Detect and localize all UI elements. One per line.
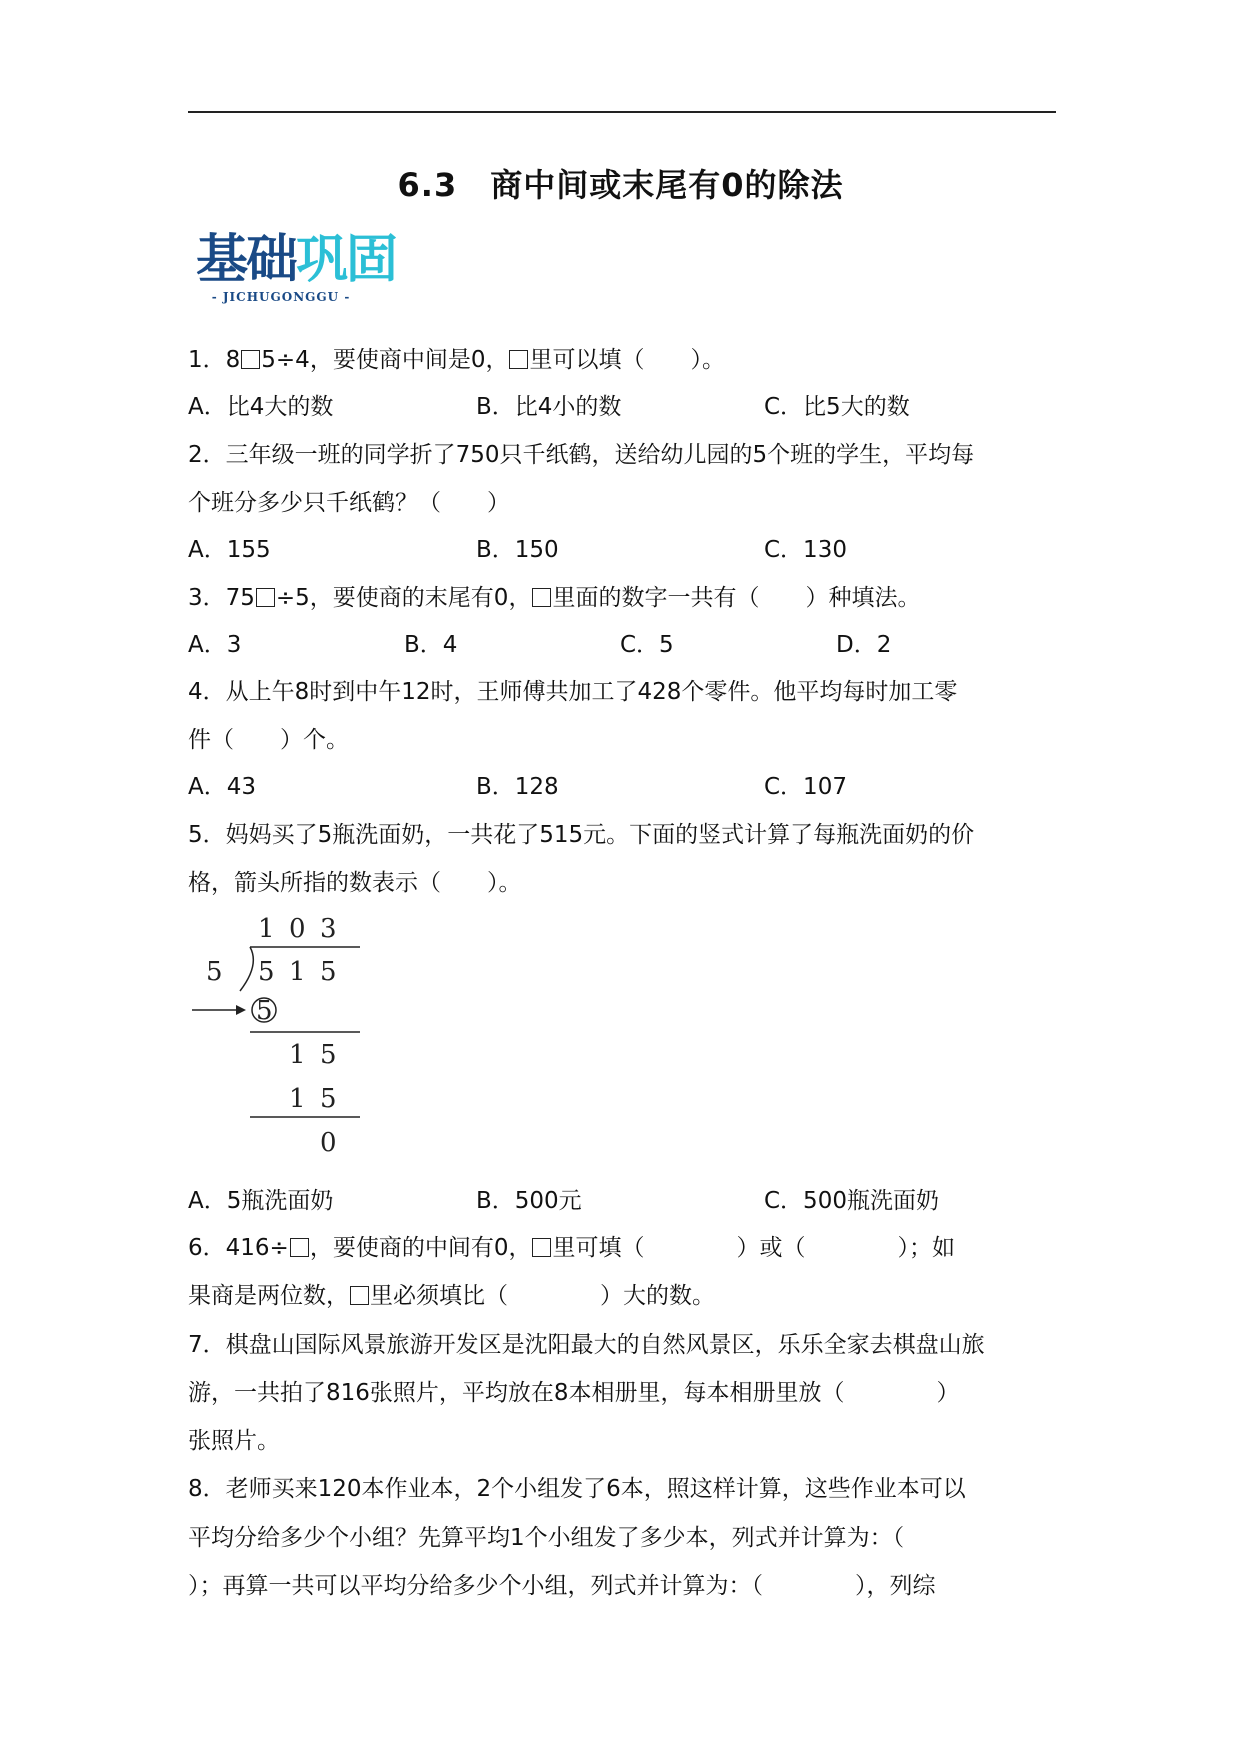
q7-stem-line2: 游，一共拍了816张照片，平均放在8本相册里，每本相册里放（ ）	[188, 1380, 960, 1406]
blank-box-icon	[290, 1238, 309, 1257]
q4-option-a[interactable]: A．43	[188, 774, 257, 800]
remainder: 0	[320, 1128, 337, 1158]
blank-box-icon	[350, 1286, 369, 1305]
q3-option-b[interactable]: B．4	[404, 632, 458, 658]
q5-stem-line1: 5．妈妈买了5瓶洗面奶，一共花了515元。下面的竖式计算了每瓶洗面奶的价	[188, 822, 975, 848]
q3-option-d[interactable]: D．2	[836, 632, 892, 658]
q3-option-c[interactable]: C．5	[620, 632, 674, 658]
q4-stem-line2: 件（ ）个。	[188, 727, 349, 753]
blank-box-icon	[241, 350, 260, 369]
q6-stem-line2: 果商是两位数， 里必须填比（ ）大的数。	[188, 1283, 715, 1309]
dividend-digit: 5	[258, 957, 275, 987]
q8-stem-line3: ）；再算一共可以平均分给多少个小组，列式并计算为：（ ），列综	[188, 1573, 936, 1599]
q3-stem: 3．75 ÷5，要使商的末尾有0， 里面的数字一共有（ ）种填法。	[188, 585, 921, 611]
q4-option-b[interactable]: B．128	[476, 774, 559, 800]
dividend-digit: 1	[289, 957, 306, 987]
quotient-digit: 1	[258, 914, 275, 944]
section-badge	[196, 232, 414, 310]
page-title: 6.3 商中间或末尾有0的除法	[397, 166, 844, 204]
badge-text-b: 巩固	[296, 230, 397, 290]
q4-stem-line1: 4．从上午8时到中午12时，王师傅共加工了428个零件。他平均每时加工零	[188, 679, 958, 705]
dividend-digit: 5	[320, 957, 337, 987]
q1-option-a[interactable]: A．比4大的数	[188, 394, 334, 420]
top-divider	[188, 111, 1056, 113]
q4-option-c[interactable]: C．107	[764, 774, 847, 800]
q7-stem-line3: 张照片。	[188, 1428, 280, 1454]
q1-option-b[interactable]: B．比4小的数	[476, 394, 622, 420]
badge-subtitle: - JICHUGONGGU -	[211, 290, 351, 304]
partial-digit: 5	[320, 1040, 337, 1070]
divisor: 5	[206, 957, 223, 987]
blank-box-icon	[256, 588, 275, 607]
blank-box-icon	[509, 350, 528, 369]
division-bracket	[240, 947, 253, 991]
long-division	[188, 905, 388, 1165]
q5-option-c[interactable]: C．500瓶洗面奶	[764, 1188, 939, 1214]
arrow-head-icon	[236, 1005, 246, 1015]
q3-option-a[interactable]: A．3	[188, 632, 242, 658]
partial-digit: 5	[320, 1084, 337, 1114]
q2-option-c[interactable]: C．130	[764, 537, 847, 563]
q5-option-a[interactable]: A．5瓶洗面奶	[188, 1188, 334, 1214]
badge-logo	[196, 232, 396, 288]
blank-box-icon	[532, 588, 551, 607]
quotient-digit: 0	[289, 914, 306, 944]
q2-option-a[interactable]: A．155	[188, 537, 271, 563]
blank-box-icon	[532, 1238, 551, 1257]
q1-stem: 1．8 5÷4，要使商中间是0， 里可以填（ ）。	[188, 347, 725, 373]
badge-text-a: 基础	[196, 230, 297, 290]
q7-stem-line1: 7．棋盘山国际风景旅游开发区是沈阳最大的自然风景区，乐乐全家去棋盘山旅	[188, 1332, 985, 1358]
q5-option-b[interactable]: B．500元	[476, 1188, 582, 1214]
q6-stem-line1: 6．416÷ ，要使商的中间有0， 里可填（ ）或（ ）；如	[188, 1235, 955, 1261]
partial-digit: 1	[289, 1084, 306, 1114]
q2-option-b[interactable]: B．150	[476, 537, 559, 563]
long-division-svg	[188, 905, 388, 1165]
q2-stem-line2: 个班分多少只千纸鹤？（ ）	[188, 490, 510, 516]
q8-stem-line2: 平均分给多少个小组？先算平均1个小组发了多少本，列式并计算为：（	[188, 1525, 905, 1551]
q2-stem-line1: 2．三年级一班的同学折了750只千纸鹤，送给幼儿园的5个班的学生，平均每	[188, 442, 975, 468]
q8-stem-line1: 8．老师买来120本作业本，2个小组发了6本，照这样计算，这些作业本可以	[188, 1476, 966, 1502]
partial-digit: 1	[289, 1040, 306, 1070]
q5-stem-line2: 格，箭头所指的数表示（ ）。	[188, 870, 522, 896]
quotient-digit: 3	[320, 914, 337, 944]
q1-option-c[interactable]: C．比5大的数	[764, 394, 910, 420]
circled-digit: 5	[256, 996, 273, 1026]
